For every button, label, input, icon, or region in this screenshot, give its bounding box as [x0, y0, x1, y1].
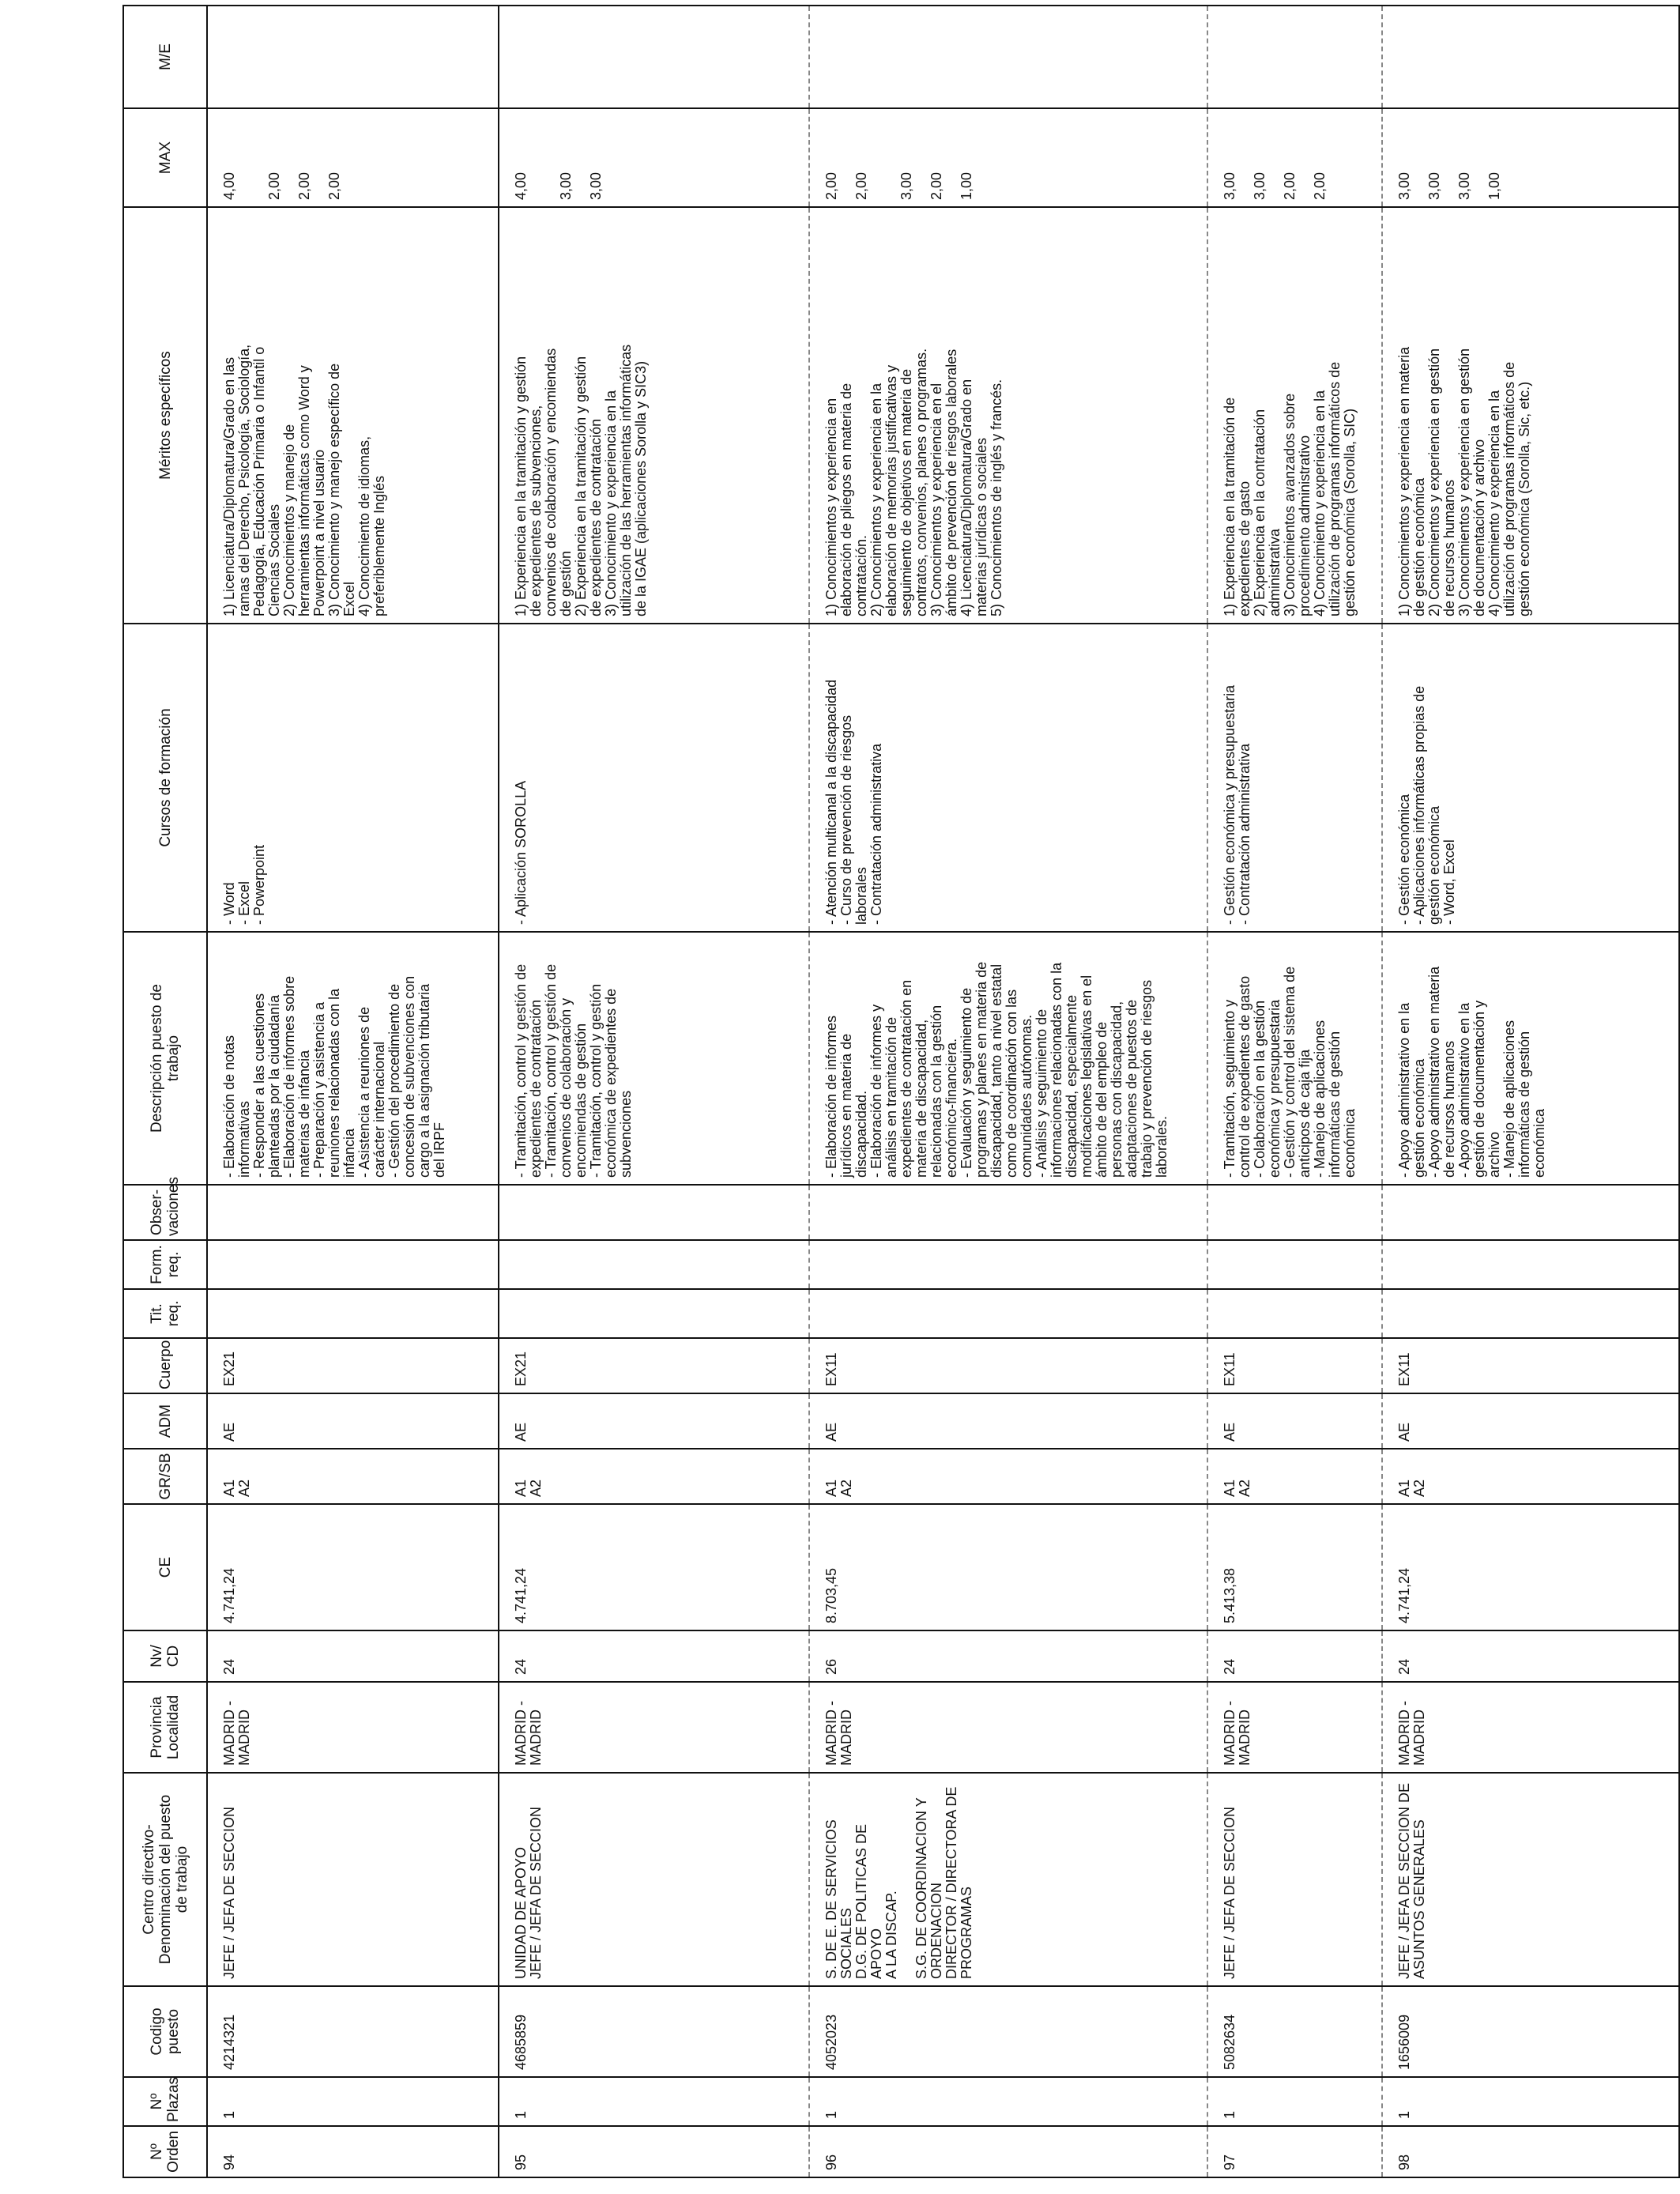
cell-tit [499, 1289, 809, 1338]
cell-orden: 95 [499, 2126, 809, 2177]
cell-max: 3,00 3,00 2,00 2,00 [1207, 108, 1382, 207]
cell-codigo: 5082634 [1207, 1986, 1382, 2077]
header-meritos: Méritos específicos [123, 207, 207, 624]
table-row [499, 6, 809, 2177]
cell-observaciones [1382, 1185, 1679, 1240]
header-plazas: Nº Plazas [123, 2077, 207, 2126]
cell-max: 4,00 3,00 3,00 [499, 108, 809, 207]
table-row [1382, 6, 1679, 2177]
cell-grupo: A1 A2 [207, 1449, 499, 1504]
cell-meritos: 1) Conocimientos y experiencia en materia de gestión económica 2) Conocimientos y experiencia en gestión de recursos humanos 3) Conocimientos y experiencia en gestión de documentación y archivo 4) Conocimiento y experiencia en la utilización de programas informáticos de gestión económica (Sorolla, Sic, etc.) [1382, 207, 1679, 624]
cell-ce: 4.741,24 [499, 1504, 809, 1630]
cell-ce: 5.413,38 [1207, 1504, 1382, 1630]
cell-plazas: 1 [1382, 2077, 1679, 2126]
cell-ce: 8.703,45 [809, 1504, 1207, 1630]
cell-nivel: 24 [1207, 1630, 1382, 1682]
cell-max: 2,00 2,00 3,00 2,00 1,00 [809, 108, 1207, 207]
header-adm: ADM [123, 1393, 207, 1449]
cell-centro: UNIDAD DE APOYO JEFE / JEFA DE SECCION [499, 1773, 809, 1986]
cell-adm: AE [1382, 1393, 1679, 1449]
cell-cuerpo: EX21 [207, 1338, 499, 1393]
cell-provincia: MADRID - MADRID [809, 1682, 1207, 1773]
header-cursos: Cursos de formación [123, 624, 207, 932]
cell-descripcion: - Elaboración de notas informativas - Responder a las cuestiones planteadas por la ciudadanía - Elaboración de informes sobre materias de infancia - Preparación y asistencia a reuniones relacionadas con la infancia - Asistencia a reuniones de carácter internacional - Gestión del procedimiento de concesión de subvenciones con cargo a la asignación tributaria del IRPF [207, 932, 499, 1185]
cell-cuerpo: EX11 [809, 1338, 1207, 1393]
cell-plazas: 1 [809, 2077, 1207, 2126]
header-centro: Centro directivo- Denominación del puesto de trabajo [123, 1773, 207, 1986]
cell-meritos: 1) Experiencia en la tramitación y gestión de expedientes de subvenciones, convenios de colaboración y encomiendas de gestión 2) Experiencia en la tramitación y gestión de expedientes de contratación 3) Conocimiento y experiencia en la utilización de las herramientas informáticas de la IGAE (aplicaciones Sorolla y SIC3) [499, 207, 809, 624]
header-orden: Nº Orden [123, 2126, 207, 2177]
cell-observaciones [499, 1185, 809, 1240]
cell-descripcion: - Tramitación, seguimiento y control de expedientes de gasto - Colaboración en la gestión económica y presupuestaria - Gestión y control del sistema de anticipos de caja fija - Manejo de aplicaciones informáticas de gestión económica [1207, 932, 1382, 1185]
cell-centro: JEFE / JEFA DE SECCION DE ASUNTOS GENERALES [1382, 1773, 1679, 1986]
cell-me [809, 6, 1207, 108]
cell-nivel: 24 [1382, 1630, 1679, 1682]
cell-ce: 4.741,24 [207, 1504, 499, 1630]
cell-adm: AE [809, 1393, 1207, 1449]
cell-centro: JEFE / JEFA DE SECCION [1207, 1773, 1382, 1986]
cell-observaciones [1207, 1185, 1382, 1240]
cell-ce: 4.741,24 [1382, 1504, 1679, 1630]
cell-observaciones [809, 1185, 1207, 1240]
cell-cuerpo: EX21 [499, 1338, 809, 1393]
cell-codigo: 1656009 [1382, 1986, 1679, 2077]
header-grupo: GR/SB [123, 1449, 207, 1504]
cell-descripcion: - Elaboración de informes jurídicos en materia de discapacidad. - Elaboración de informes y análisis en tramitación de expedientes de contratación en materia de discapacidad, relacionadas con la gestión económico-financiera. - Evaluación y seguimiento de programas y planes en materia de discapacidad, tanto a nivel estatal como de coordinación con las comunidades autónomas. - Análisis y seguimiento de informaciones relacionadas con la discapacidad, especialmente modificaciones legislativas en el ámbito de del empleo de personas con discapacidad, adaptaciones de puestos de trabajo y prevención de riesgos laborales. [809, 932, 1207, 1185]
cell-adm: AE [499, 1393, 809, 1449]
cell-adm: AE [207, 1393, 499, 1449]
cell-max: 4,00 2,00 2,00 2,00 [207, 108, 499, 207]
cell-meritos: 1) Licenciatura/Diplomatura/Grado en las ramas del Derecho, Psicología, Sociología, Pedagogía, Educación Primaria o Infantil o Ciencias Sociales 2) Conocimientos y manejo de herramientas informáticas como Word y Powerpoint a nivel usuario 3) Conocimiento y manejo específico de Excel 4) Conocimiento de idiomas, preferiblemente Inglés [207, 207, 499, 624]
cell-form [207, 1240, 499, 1289]
cell-cursos: - Gestión económica - Aplicaciones informáticas propias de gestión económica - Word, Excel [1382, 624, 1679, 932]
cell-provincia: MADRID - MADRID [207, 1682, 499, 1773]
cell-descripcion: - Apoyo administrativo en la gestión económica - Apoyo administrativo en materia de recursos humanos - Apoyo administrativo en la gestión de documentación y archivo - Manejo de aplicaciones informáticas de gestión económica [1382, 932, 1679, 1185]
table-row [1207, 6, 1382, 2177]
cell-cursos: - Atención multicanal a la discapacidad - Curso de prevención de riesgos laborales - Contratación administrativa [809, 624, 1207, 932]
cell-plazas: 1 [1207, 2077, 1382, 2126]
cell-codigo: 4685859 [499, 1986, 809, 2077]
cell-form [499, 1240, 809, 1289]
table-row [809, 6, 1207, 2177]
cell-cuerpo: EX11 [1207, 1338, 1382, 1393]
cell-plazas: 1 [499, 2077, 809, 2126]
cell-descripcion: - Tramitación, control y gestión de expedientes de contratación - Tramitación, control y gestión de convenios de colaboración y encomiendas de gestión - Tramitación, control y gestión económica de expedientes de subvenciones [499, 932, 809, 1185]
cell-tit [1382, 1289, 1679, 1338]
cell-grupo: A1 A2 [1207, 1449, 1382, 1504]
cell-orden: 96 [809, 2126, 1207, 2177]
header-row [123, 6, 207, 2177]
cell-cursos: - Aplicación SOROLLA [499, 624, 809, 932]
cell-cursos: - Word - Excel - Powerpoint [207, 624, 499, 932]
cell-meritos: 1) Conocimientos y experiencia en elaboración de pliegos en materia de contratación. 2) Conocimientos y experiencia en la elaboración de memorias justificativas y seguimiento de objetivos en materia de contratos, convenios, planes o programas. 3) Conocimientos y experiencia en el ámbito de prevención de riesgos laborales 4) Licenciatura/Diplomatura/Grado en materias jurídicas o sociales 5) Conocimientos de inglés y francés. [809, 207, 1207, 624]
cell-form [809, 1240, 1207, 1289]
cell-tit [207, 1289, 499, 1338]
cell-me [207, 6, 499, 108]
cell-provincia: MADRID - MADRID [1207, 1682, 1382, 1773]
cell-orden: 98 [1382, 2126, 1679, 2177]
cell-grupo: A1 A2 [1382, 1449, 1679, 1504]
cell-max: 3,00 3,00 3,00 1,00 [1382, 108, 1679, 207]
cell-me [1382, 6, 1679, 108]
rotated-table-wrapper [122, 6, 1669, 2178]
cell-me [1207, 6, 1382, 108]
cell-adm: AE [1207, 1393, 1382, 1449]
vacancy-table [122, 5, 1680, 2178]
cell-me [499, 6, 809, 108]
header-me: M/E [123, 6, 207, 108]
cell-meritos: 1) Experiencia en la tramitación de expedientes de gasto 2) Experiencia en la contratación administrativa 3) Conocimientos avanzados sobre procedimiento administrativo 4) Conocimiento y experiencia en la utilización de programas informáticos de gestión económica (Sorolla, SIC) [1207, 207, 1382, 624]
cell-centro: S. DE E. DE SERVICIOS SOCIALES D.G. DE POLITICAS DE APOYO A LA DISCAP. S.G. DE COORDINACION Y ORDENACION DIRECTOR / DIRECTORA DE PROGRAMAS [809, 1773, 1207, 1986]
cell-nivel: 26 [809, 1630, 1207, 1682]
header-ce: CE [123, 1504, 207, 1630]
cell-cursos: - Gestión económica y presupuestaria - Contratación administrativa [1207, 624, 1382, 932]
header-form: Form. req. [123, 1240, 207, 1289]
cell-grupo: A1 A2 [499, 1449, 809, 1504]
header-nivel: Nv/ CD [123, 1630, 207, 1682]
cell-provincia: MADRID - MADRID [1382, 1682, 1679, 1773]
cell-observaciones [207, 1185, 499, 1240]
cell-orden: 94 [207, 2126, 499, 2177]
cell-centro: JEFE / JEFA DE SECCION [207, 1773, 499, 1986]
cell-nivel: 24 [207, 1630, 499, 1682]
cell-provincia: MADRID - MADRID [499, 1682, 809, 1773]
cell-nivel: 24 [499, 1630, 809, 1682]
header-provincia: Provincia Localidad [123, 1682, 207, 1773]
header-descripcion: Descripción puesto de trabajo [123, 932, 207, 1185]
header-cuerpo: Cuerpo [123, 1338, 207, 1393]
cell-plazas: 1 [207, 2077, 499, 2126]
cell-grupo: A1 A2 [809, 1449, 1207, 1504]
cell-codigo: 4052023 [809, 1986, 1207, 2077]
cell-tit [809, 1289, 1207, 1338]
cell-cuerpo: EX11 [1382, 1338, 1679, 1393]
header-max: MAX [123, 108, 207, 207]
cell-form [1382, 1240, 1679, 1289]
header-tit: Tit. req. [123, 1289, 207, 1338]
cell-orden: 97 [1207, 2126, 1382, 2177]
header-observaciones: Obser- vaciones [123, 1185, 207, 1240]
cell-tit [1207, 1289, 1382, 1338]
cell-codigo: 4214321 [207, 1986, 499, 2077]
cell-form [1207, 1240, 1382, 1289]
table-row [207, 6, 499, 2177]
header-codigo: Codigo puesto [123, 1986, 207, 2077]
